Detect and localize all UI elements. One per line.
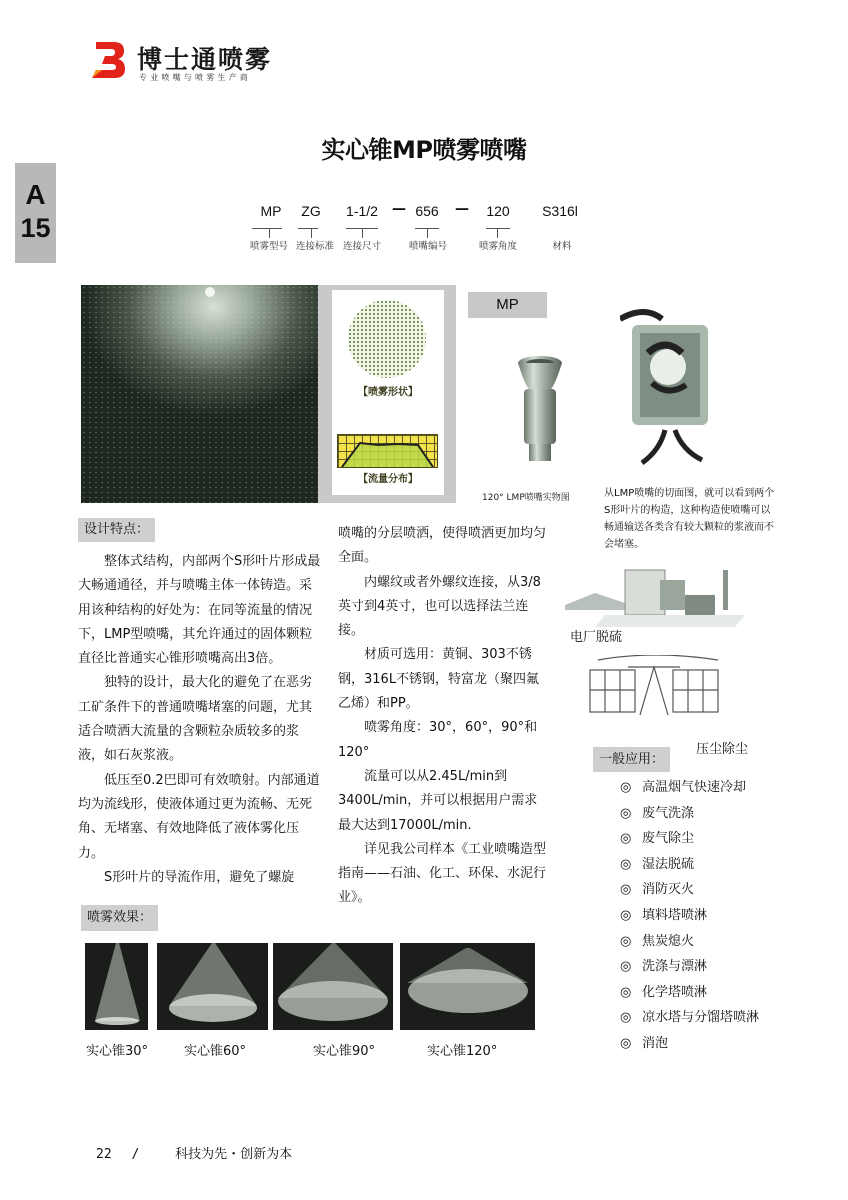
- bullet-icon: ◎: [620, 1035, 632, 1051]
- model-code-label: 喷嘴编号: [408, 241, 447, 252]
- power-plant-figure: [565, 565, 745, 630]
- model-code-label: 喷雾角度: [478, 241, 517, 252]
- model-code-separator: —: [455, 201, 469, 217]
- spray-effects-heading: 喷雾效果：: [81, 905, 158, 931]
- list-item-label: 填料塔喷淋: [642, 907, 708, 923]
- list-item-label: 焦炭熄火: [642, 933, 695, 949]
- power-plant-label: 电厂脱硫: [570, 630, 623, 645]
- paragraph: S形叶片的导流作用，避免了螺旋: [104, 869, 295, 885]
- list-item: [620, 801, 759, 827]
- bullet-icon: ◎: [620, 933, 632, 949]
- model-code-label: 材料: [552, 241, 572, 252]
- list-item: [620, 877, 759, 903]
- design-features-column-2: [338, 522, 548, 911]
- section-tab: [15, 163, 56, 263]
- model-code-label: 连接尺寸: [342, 241, 381, 252]
- footer-separator: /: [131, 1147, 140, 1162]
- bullet-icon: ◎: [620, 831, 632, 847]
- list-item: [620, 826, 759, 852]
- brand-logo-icon: [88, 40, 128, 80]
- bullet-icon: ◎: [620, 1010, 632, 1026]
- list-item: [620, 852, 759, 878]
- model-code-part: ZG: [301, 203, 321, 219]
- list-item-label: 消防灭火: [642, 882, 695, 898]
- list-item: [620, 903, 759, 929]
- brand-tagline: 专业喷嘴与喷雾生产商: [139, 73, 251, 82]
- paragraph: 喷嘴的分层喷洒，使得喷洒更加均匀全面。: [338, 526, 547, 566]
- paragraph: 低压至0.2巴即可有效喷射。内部通道均为流线形，使液体通过更为流畅、无死角、无堵塞、有效地降低了液体雾化压力。: [78, 772, 320, 861]
- footer-slogan: 科技为先・创新为本: [175, 1147, 293, 1162]
- design-features-heading: 设计特点：: [78, 518, 155, 542]
- model-code-label: 连接标准: [295, 241, 334, 252]
- flow-distribution-figure: [337, 434, 438, 468]
- applications-heading: 一般应用：: [593, 747, 670, 772]
- bullet-icon: ◎: [620, 984, 632, 1000]
- list-item-label: 废气除尘: [642, 831, 695, 847]
- bullet-icon: ◎: [620, 856, 632, 872]
- list-item: [620, 1031, 759, 1057]
- flow-distribution-caption: 【流量分布】: [358, 474, 418, 485]
- page-title: 实心锥MP喷雾喷嘴: [321, 136, 527, 164]
- spray-effect-caption: 实心锥120°: [427, 1044, 498, 1059]
- list-item-label: 高温烟气快速冷却: [642, 780, 747, 795]
- model-code-part: 120: [486, 203, 510, 219]
- paragraph: 内螺纹或者外螺纹连接，从3/8英寸到4英寸，也可以选择法兰连接。: [338, 574, 541, 639]
- model-code-label: 喷雾型号: [249, 241, 288, 252]
- list-item: [620, 954, 759, 980]
- brand-name: 博士通喷雾: [137, 45, 273, 74]
- model-code-part: S316l: [542, 203, 578, 219]
- spray-effect-caption: 实心锥30°: [86, 1044, 149, 1059]
- spray-effect-photo-120: [400, 943, 535, 1030]
- dust-suppression-figure: [568, 655, 738, 725]
- nozzle-photo: [515, 355, 565, 465]
- paragraph: 材质可选用：黄铜、303不锈钢，316L不锈钢，特富龙（聚四氟乙烯）和PP。: [338, 647, 540, 712]
- design-features-column-1: [78, 550, 321, 890]
- list-item-label: 消泡: [642, 1035, 669, 1051]
- list-item: [620, 1005, 759, 1031]
- model-code-separator: —: [392, 201, 406, 217]
- paragraph: 喷雾角度：30°，60°，90°和120°: [338, 720, 538, 760]
- model-code-part: 656: [415, 203, 439, 219]
- paragraph: 流量可以从2.45L/min到3400L/min，并可以根据用户需求最大达到17000L/min.: [338, 768, 538, 833]
- paragraph: 独特的设计，最大化的避免了在恶劣工矿条件下的普通喷嘴堵塞的问题，尤其适合喷洒大流量的含颗粒杂质较多的浆液，如石灰浆液。: [78, 675, 313, 764]
- cutaway-figure: [620, 305, 720, 470]
- list-item-label: 废气洗涤: [642, 805, 695, 821]
- model-code-part: 1-1/2: [346, 203, 378, 219]
- page-footer: [96, 1143, 292, 1162]
- spray-effect-photo-30: [85, 943, 148, 1030]
- paragraph: 整体式结构，内部两个S形叶片形成最大畅通通径，并与喷嘴主体一体铸造。采用该种结构的好处为：在同等流量的情况下，LMP型喷嘴，其允许通过的固体颗粒直径比普通实心锥形喷嘴高出3倍。: [78, 554, 321, 667]
- list-item-label: 凉水塔与分馏塔喷淋: [642, 1010, 760, 1026]
- bullet-icon: ◎: [620, 907, 632, 923]
- list-item-label: 洗涤与漂淋: [642, 959, 708, 975]
- applications-list: [620, 775, 759, 1057]
- spray-photo: [81, 285, 318, 503]
- bullet-icon: ◎: [620, 882, 632, 898]
- section-tab-number: 15: [20, 213, 51, 243]
- spray-shape-figure: [348, 300, 426, 378]
- list-item: [620, 929, 759, 955]
- page-number: 22: [96, 1147, 112, 1162]
- paragraph: 详见我公司样本《工业喷嘴造型指南——石油、化工、环保、水泥行业》。: [338, 841, 547, 906]
- spray-effect-caption: 实心锥90°: [313, 1044, 376, 1059]
- bullet-icon: ◎: [620, 780, 632, 795]
- list-item: [620, 775, 759, 801]
- model-badge: MP: [468, 292, 547, 318]
- spray-shape-caption: 【喷雾形状】: [358, 387, 418, 398]
- spray-effect-photo-90: [273, 943, 393, 1030]
- cutaway-note: 从LMP喷嘴的切面图，就可以看到两个S形叶片的构造，这种构造使喷嘴可以畅通输送各类含有较大颗粒的浆液而不会堵塞。: [604, 488, 775, 550]
- bullet-icon: ◎: [620, 805, 632, 821]
- section-tab-letter: A: [25, 179, 46, 210]
- list-item: [620, 980, 759, 1006]
- model-code-part: MP: [260, 203, 282, 219]
- list-item-label: 湿法脱硫: [642, 856, 695, 872]
- spray-effect-caption: 实心锥60°: [184, 1044, 247, 1059]
- dust-suppression-label: 压尘除尘: [696, 742, 749, 757]
- spray-effect-photo-60: [157, 943, 268, 1030]
- bullet-icon: ◎: [620, 959, 632, 975]
- list-item-label: 化学塔喷淋: [642, 984, 708, 1000]
- nozzle-photo-caption: 120° LMP喷嘴实物图: [482, 493, 570, 503]
